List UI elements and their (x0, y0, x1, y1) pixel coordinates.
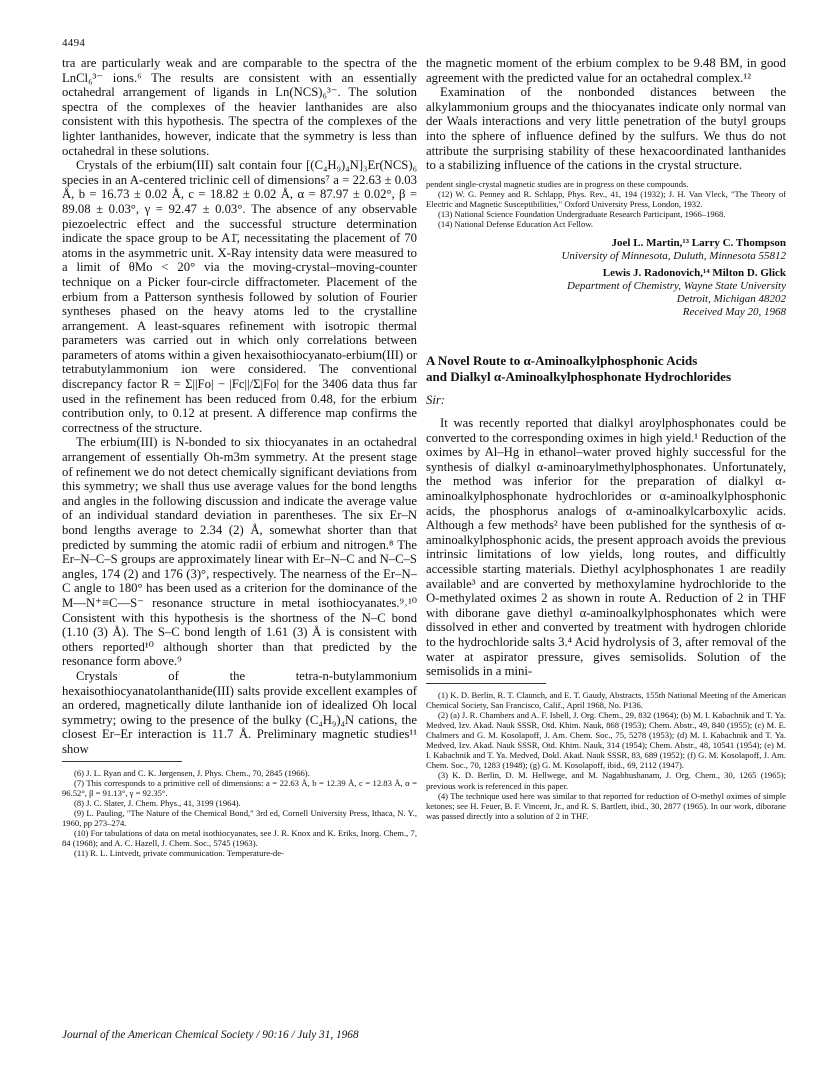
body-paragraph: Crystals of the tetra-n-butylammonium hexaisothiocyanatolanthanide(III) salts provide excellent examples of an ordered, magnetically dilute lanthanide ion of idealized Oh local symmetry; owing to the presence of the bulky (C₄H₉)₄N cations, the closest Er–Er interaction is 11.7 Å. Preliminary magnetic studies¹¹ show (62, 668, 417, 756)
affiliation: Detroit, Michigan 48202 (676, 293, 786, 306)
affiliation: University of Minnesota, Duluth, Minnesota 55812 (561, 250, 786, 263)
right-column (426, 56, 786, 821)
footnote: (14) National Defense Education Act Fellow. (438, 219, 594, 230)
salutation: Sir: (426, 393, 446, 408)
footnote: (4) The technique used here was similar to that reported for reduction of O-methyl oximes of simple ketones; see H. Feuer, B. F. Vincent, Jr., and R. S. Bartlett, ibid., 30, 2877 (1965). In our work, diborane was passed directly into a solution of 2 in THF. (426, 790, 786, 821)
author-names: Lewis J. Radonovich,¹⁴ Milton D. Glick (602, 266, 786, 279)
affiliation: Department of Chemistry, Wayne State University (567, 279, 786, 292)
footnote: (8) J. C. Slater, J. Chem. Phys., 41, 3199 (1964). (74, 797, 241, 808)
received-date: Received May 20, 1968 (682, 306, 786, 319)
footnote: (1) K. D. Berlin, R. T. Claunch, and E. T. Gaudy, Abstracts, 155th National Meeting of the American Chemical Society, San Francisco, Calif., April 1968, No. P136. (426, 689, 786, 710)
footnote: pendent single-crystal magnetic studies are in progress on these compounds. (426, 178, 689, 189)
footnote: (7) This corresponds to a primitive cell of dimensions: a = 22.63 Å, b = 12.39 Å, c = 12.83 Å, α = 96.52°, β = 91.13°, γ = 92.35°. (62, 777, 417, 798)
article-title-line: A Novel Route to α-Aminoalkylphosphonic Acids (426, 353, 698, 369)
footnote: (2) (a) J. R. Chambers and A. F. Isbell, J. Org. Chem., 29, 832 (1964); (b) M. I. Kabachnik and T. Ya. Medved, Izv. Akad. Nauk SSSR, Otd. Khim. Nauk, 868 (1953); Chem. Abstr., 49, 840 (1955); (c) M. E. Chalmers and G. M. Kosolapoff, J. Am. Chem. Soc., 75, 5278 (1953); (d) M. I. Kabachnik and T. Ya. Medved, Izv. Akad. Nauk SSSR, Otd. Khim. Nauk, 314 (1954); Chem. Abstr., 48, 10541 (1954); (e) M. I. Kabachnik and T. Ya. Medved, Dokl. Akad. Nauk SSSR, 83, 689 (1952); (f) G. M. Kosolapoff, J. Am. Chem. Soc., 70, 1283 (1948); (g) G. M. Kosolapoff, ibid., 69, 2112 (1947). (426, 709, 786, 771)
footnotes-left (62, 768, 417, 859)
body-paragraph: Examination of the nonbonded distances between the alkylammonium groups and the thiocyanates indicate only normal van der Waals interactions and very little penetration of the butyl groups into the sphere of influence defined by the sulfurs. We thus do not attribute the surprising stability of these hexacoordinated lanthanides to a stabilizing influence of the cations in the crystal structure. (426, 85, 786, 173)
footnote: (9) L. Pauling, "The Nature of the Chemical Bond," 3rd ed, Cornell University Press, Ithaca, N. Y., 1960, pp 273–274. (62, 807, 417, 828)
footnotes-right-bottom (426, 690, 786, 821)
author-block (426, 237, 786, 319)
article-title (426, 353, 786, 384)
footnotes-right-top (426, 179, 786, 229)
body-paragraph: The erbium(III) is N-bonded to six thiocyanates in an octahedral arrangement of essentially Oh-m3m symmetry. At the present stage of refinement we do not detect chemically significant deviations from this symmetry; we shall thus use average values for the bond lengths and angles in the following discussion and indicate the average value of an individual standard deviation in parentheses. The six Er–N bond lengths average to 2.34 (2) Å, somewhat shorter than that predicted by summing the atomic radii of erbium and nitrogen.⁸ The Er–N–C–S groups are approximately linear with Er–N–C and N–C–S angles, 174 (2) and 176 (3)°, respectively. The nearness of the Er–N–C angle to 180° has been used as a criterion for the dominance of the M—N⁺≡C—S⁻ resonance structure in metal isothiocyanates.⁹˒¹⁰ Consistent with this hypothesis is the shortness of the N–C bond (1.10 (3) Å). The S–C bond length of 1.61 (3) Å is consistent with others reported¹⁰ although shorter than that predicted by the resonance form above.⁹ (62, 435, 417, 669)
footnote: (13) National Science Foundation Undergraduate Research Participant, 1966–1968. (438, 209, 726, 220)
footnote: (3) K. D. Berlin, D. M. Hellwege, and M. Nagabhushanam, J. Org. Chem., 30, 1265 (1965); previous work is referenced in this paper. (426, 770, 786, 791)
author-names: Joel L. Martin,¹³ Larry C. Thompson (611, 237, 786, 250)
journal-footer: Journal of the American Chemical Society / 90:16 / July 31, 1968 (62, 1029, 359, 1041)
body-paragraph: tra are particularly weak and are comparable to the spectra of the LnCl₆³⁻ ions.⁶ The results are consistent with an essentially octahedral arrangement of ligands in Ln(NCS)₆³⁻. The solution spectra of the complexes of the heavier lanthanides are also consistent with this hypothesis. The spectra of the complexes of the lighter lanthanides, however, indicate that the symmetry is less than octahedral in these solutions. (62, 56, 417, 158)
page-number: 4494 (62, 37, 86, 49)
body-paragraph: It was recently reported that dialkyl aroylphosphonates could be converted to the corresponding oximes in high yield.¹ Reduction of the oximes by Al–Hg in ethanol–water proved highly successful for the synthesis of dialkyl α-aminoarylmethylphosphonates. Unfortunately, the method was inferior for the preparation of dialkyl α-aminoalkylphosphonate hydrochlorides or α-aminoalkylphosphonic acids, the phosphorus analogs of α-aminoalkylcarboxylic acids. Although a few methods² have been published for the synthesis of α-aminoalkylphosphonic acids, the present approach avoids the previous intrinsic limitations of low yields, long routes, and difficultly accessible starting materials. Diethyl acylphosphonates 1 are readily available³ and are converted by methoxylamine hydrochloride to the O-methylated oximes 2 as shown in route A. Reduction of 2 in THF with diborane gave diethyl α-aminoalkylphosphonates which were dissolved in ether and converted by treatment with hydrogen chloride to the hydrochloride salts 3.⁴ Acid hydrolysis of 3, after removal of the water at aspirator pressure, gives semisolids. Solution of the semisolids in a mini- (426, 416, 786, 679)
body-paragraph: the magnetic moment of the erbium complex to be 9.48 BM, in good agreement with the predicted value for an octahedral complex.¹² (426, 56, 786, 85)
body-paragraph: Crystals of the erbium(III) salt contain four [(C₄H₉)₄N]₃Er(NCS)₆ species in an A-centered triclinic cell of dimensions⁷ a = 22.63 ± 0.03 Å, b = 16.73 ± 0.02 Å, c = 18.82 ± 0.02 Å, α = 87.97 ± 0.02°, β = 89.08 ± 0.03°, γ = 92.47 ± 0.03°. The absence of any observable piezoelectric effect and the successful structure determination indicate the space group to be A1̄, necessitating the placement of 70 atoms in the asymmetric unit. X-Ray intensity data were measured to a limit of θMo < 20° via the moving-crystal–moving-counter technique on a Picker four-circle diffractometer. Placement of the erbium from a Patterson synthesis followed by solution of Fourier syntheses phased on the heavy atoms led to the crystalline arrangement. A least-squares refinement with isotropic thermal parameters was carried out in which only correlations between parameters of atoms within a given hexaisothiocyanato-erbium(III) or tetrabutylammonium ion were considered. The conventional discrepancy factor R = Σ||Fo| − |Fc||/Σ|Fo| for the 3406 data thus far used in the refinement has been reduced from 0.48, for the erbium contribution only, to 0.12 at present. A difference map confirms the correctness of the structure. (62, 158, 417, 435)
footnote: (10) For tabulations of data on metal isothiocyanates, see J. R. Knox and K. Eriks, Inorg. Chem., 7, 84 (1968); and A. C. Hazell, J. Chem. Soc., 5745 (1963). (62, 828, 417, 849)
footnote: (11) R. L. Lintvedt, private communication. Temperature-de- (74, 848, 284, 859)
article-title-line: and Dialkyl α-Aminoalkylphosphonate Hydrochlorides (426, 368, 731, 384)
footnote: (6) J. L. Ryan and C. K. Jørgensen, J. Phys. Chem., 70, 2845 (1966). (74, 767, 310, 778)
footnote-divider (426, 683, 546, 684)
footnote: (12) W. G. Penney and R. Schlapp, Phys. Rev., 41, 194 (1932); J. H. Van Vleck, "The Theory of Electric and Magnetic Susceptibilities," Oxford University Press, London, 1932. (426, 188, 786, 209)
left-column (62, 56, 417, 858)
footnote-divider (62, 761, 182, 762)
